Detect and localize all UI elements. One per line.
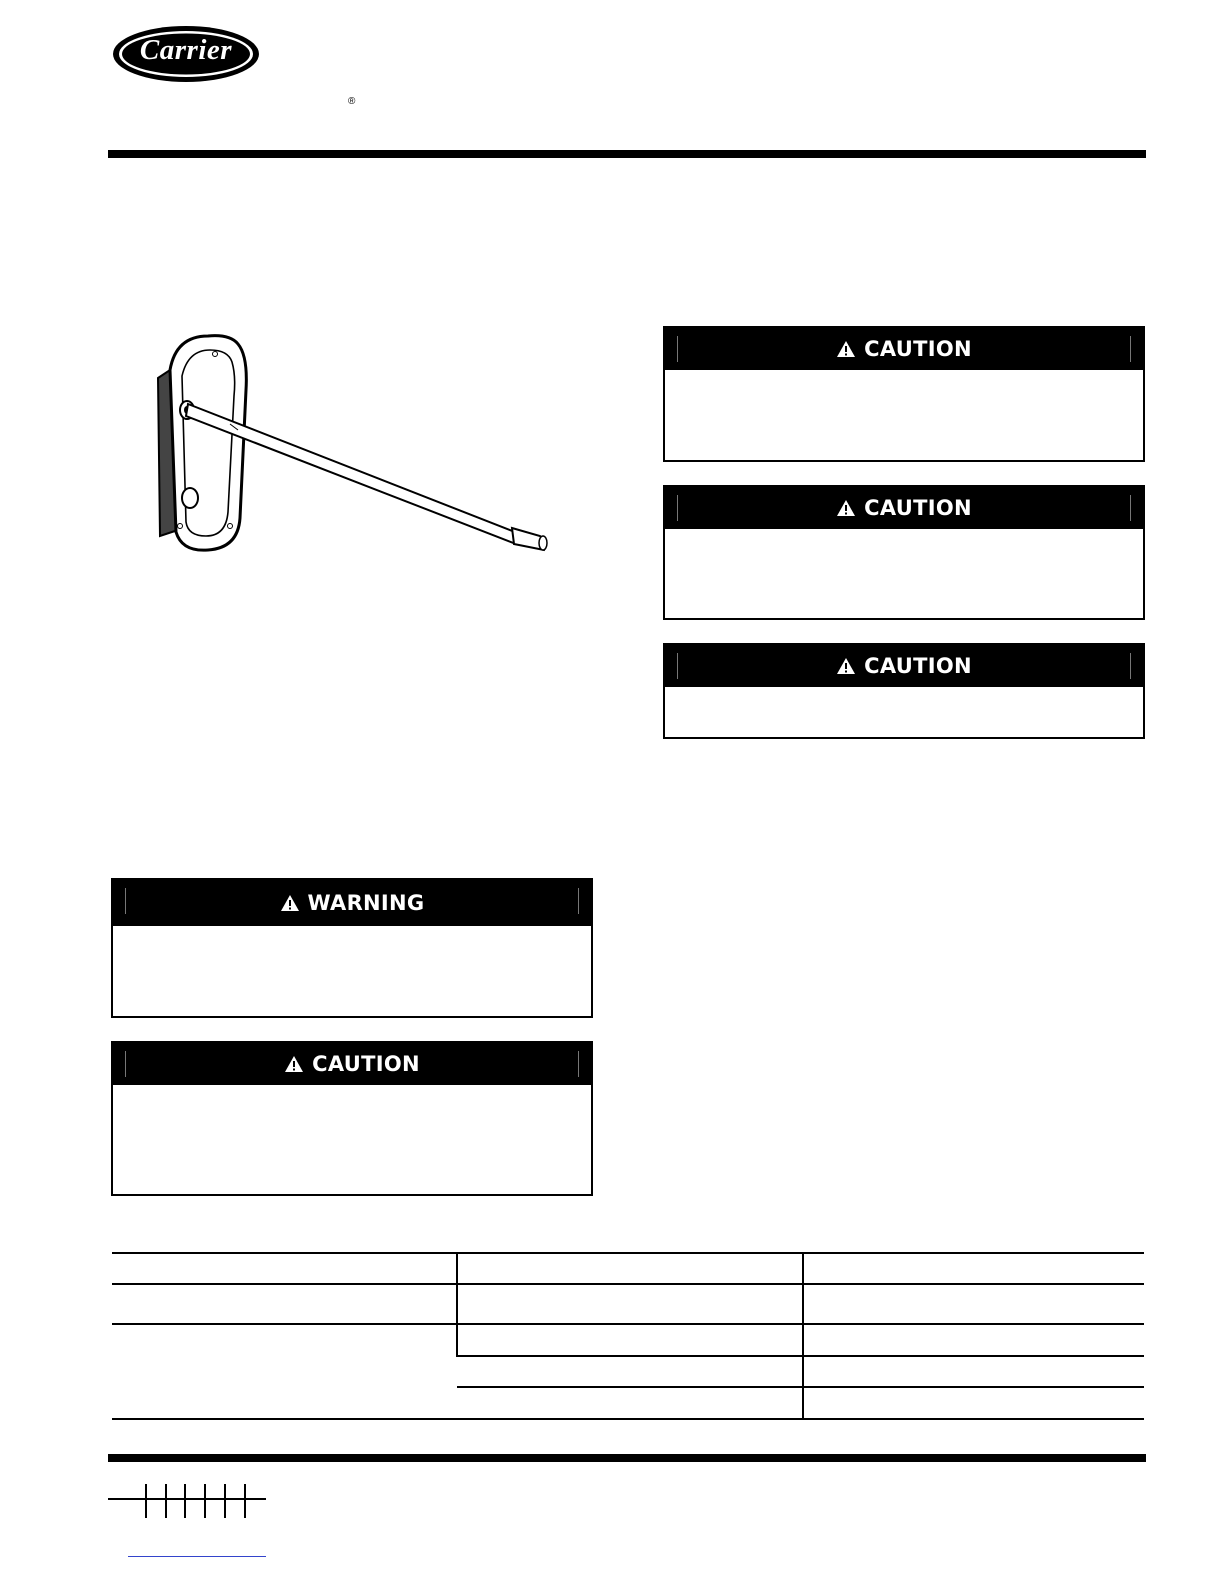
warning-label: WARNING [307,891,425,915]
logo-wordmark: Carrier [139,34,233,66]
caution-header [665,328,1143,370]
caution-label: CAUTION [864,496,972,520]
warning-triangle-icon [836,657,856,675]
table-cell [457,1284,803,1324]
table-cell [457,1324,803,1356]
table-cell [112,1324,457,1419]
table-cell [803,1253,1144,1284]
footer-rule [108,1454,1146,1462]
registered-mark: ® [348,96,356,107]
table-cell [803,1284,1144,1324]
table-row [112,1324,1144,1356]
spec-table [112,1252,1144,1420]
caution-label: CAUTION [864,654,972,678]
table-cell [803,1387,1144,1419]
table-cell [803,1324,1144,1356]
warning-triangle-icon [284,1055,304,1073]
caution-label: CAUTION [312,1052,420,1076]
table-cell [112,1284,457,1324]
table-cell [457,1356,803,1387]
link-underline[interactable] [128,1556,266,1557]
table-row [112,1284,1144,1324]
product-illustration [148,330,560,560]
warning-box [111,878,593,1018]
tick-mark-icon [108,1484,268,1520]
warning-triangle-icon [836,340,856,358]
registration-mark [108,1484,268,1520]
table-cell [457,1253,803,1284]
table-cell [112,1253,457,1284]
warning-triangle-icon [836,499,856,517]
table-cell [803,1356,1144,1387]
table-cell [457,1387,803,1419]
caution-box-1 [663,326,1145,462]
caution-header [665,645,1143,687]
caution-label: CAUTION [864,337,972,361]
warning-header [113,880,591,926]
carrier-logo [110,24,356,107]
table-header-row [112,1253,1144,1284]
caution-header [665,487,1143,529]
caution-box-4 [111,1041,593,1196]
header-rule [108,150,1146,158]
caution-box-2 [663,485,1145,620]
caution-box-3 [663,643,1145,739]
warning-triangle-icon [280,894,300,912]
duct-sensor-illustration [148,330,560,560]
caution-header [113,1043,591,1085]
